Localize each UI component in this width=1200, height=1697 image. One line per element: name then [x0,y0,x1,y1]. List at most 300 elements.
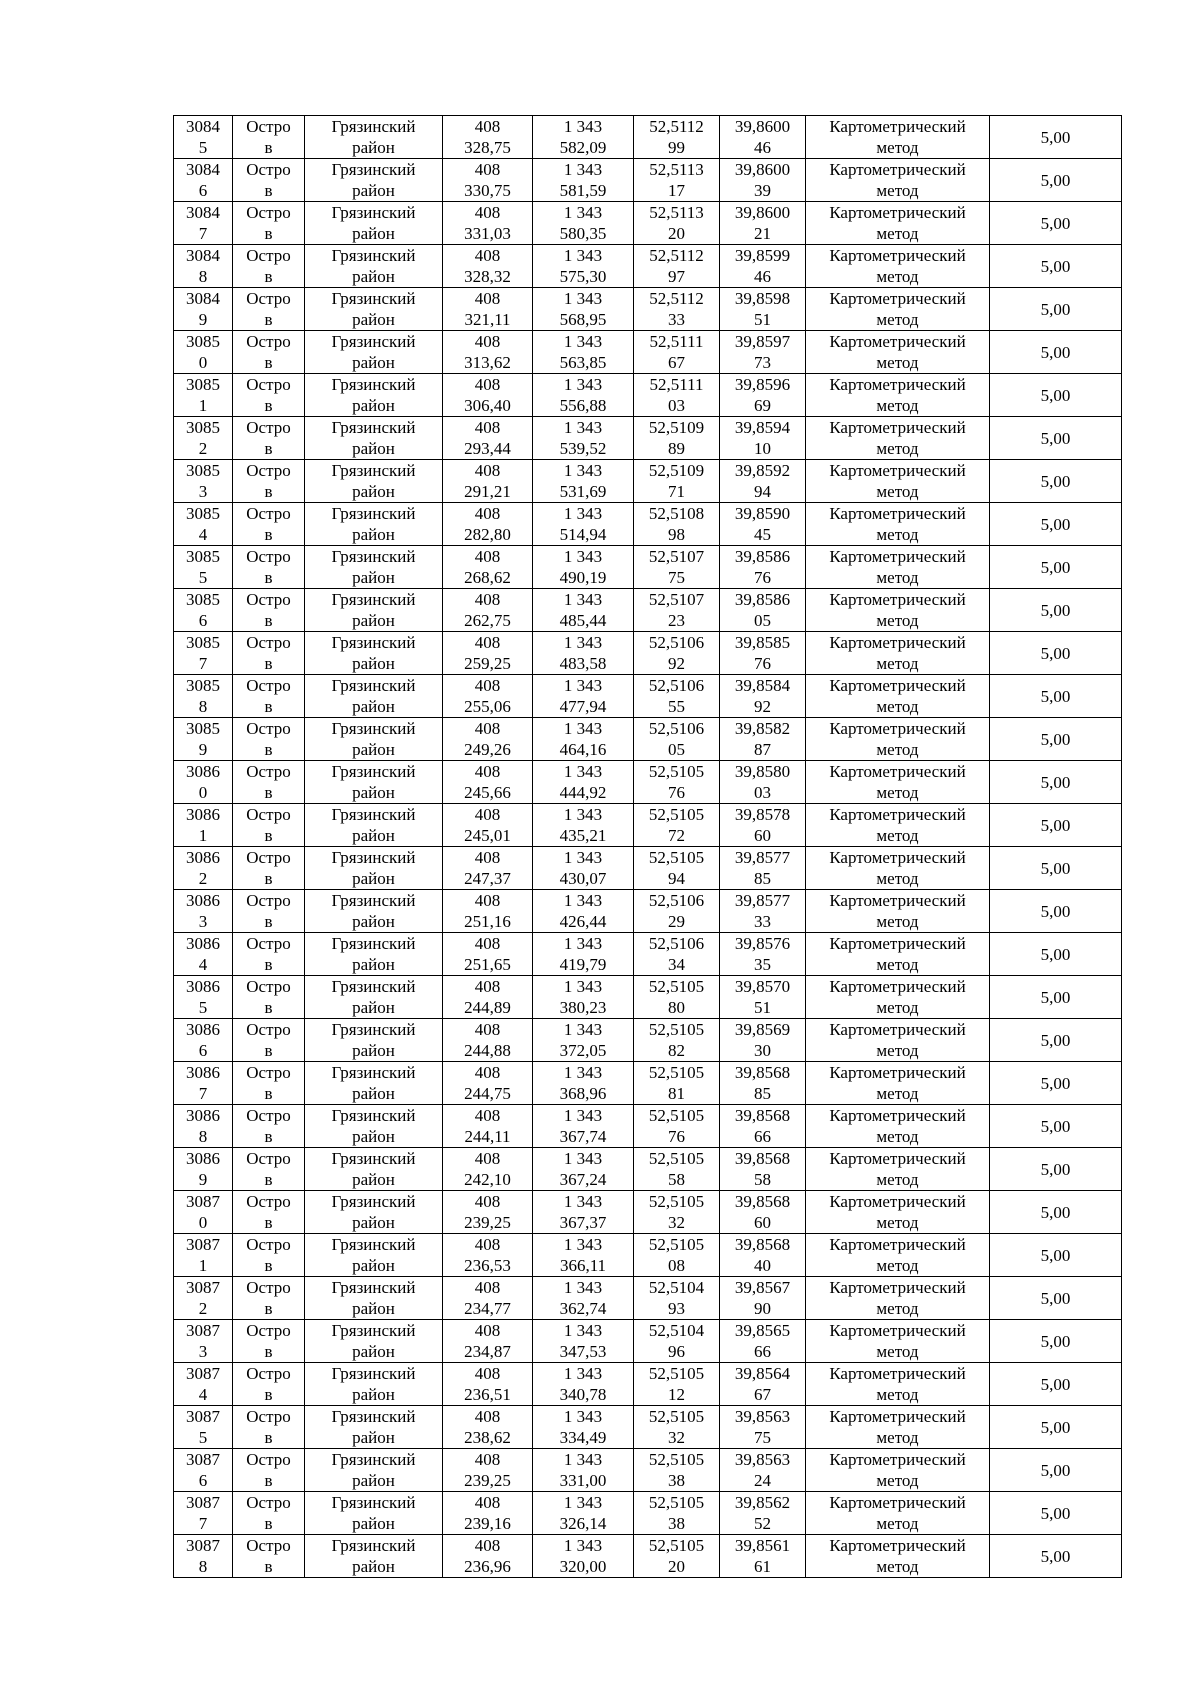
method-line-2: метод [876,482,919,501]
x-coordinate-line-1: 408 [474,375,501,394]
y-coordinate-cell [533,804,634,847]
latitude-line-1: 52,5105 [648,1192,705,1211]
latitude-cell [634,374,720,417]
method-cell [806,1148,990,1191]
longitude-cell [720,331,806,374]
y-coordinate-line-1: 1 343 [563,117,603,136]
x-coordinate-cell [443,1277,533,1320]
table-row [174,1492,1122,1535]
method-line-2: метод [876,525,919,544]
longitude-line-1: 39,8590 [734,504,791,523]
accuracy-cell: 5,00 [990,804,1122,847]
point-number-line-2: 0 [198,353,208,372]
longitude-cell [720,1105,806,1148]
x-coordinate-line-1: 408 [474,160,501,179]
object-type-cell [233,589,305,632]
point-number-line-1: 3086 [186,891,220,910]
latitude-line-1: 52,5111 [649,375,704,394]
y-coordinate-line-1: 1 343 [563,1536,603,1555]
y-coordinate-cell [533,890,634,933]
x-coordinate-line-2: 321,11 [464,310,511,329]
x-coordinate-cell [443,331,533,374]
point-number-line-1: 3086 [186,1149,220,1168]
x-coordinate-line-2: 251,65 [464,955,511,974]
longitude-cell [720,116,806,159]
latitude-line-2: 81 [668,1084,685,1103]
region-line-1: Грязинский [331,1235,416,1254]
longitude-line-2: 33 [754,912,771,931]
point-number-cell [174,804,233,847]
region-line-1: Грязинский [331,1149,416,1168]
method-cell [806,1277,990,1320]
x-coordinate-line-2: 330,75 [464,181,511,200]
point-number-cell [174,847,233,890]
longitude-line-2: 45 [754,525,771,544]
x-coordinate-line-1: 408 [474,676,501,695]
accuracy-cell: 5,00 [990,1019,1122,1062]
method-line-2: метод [876,1170,919,1189]
point-number-line-1: 3084 [186,117,220,136]
region-line-2: район [352,267,395,286]
longitude-cell [720,1492,806,1535]
latitude-cell [634,460,720,503]
table-row [174,288,1122,331]
latitude-cell [634,1105,720,1148]
longitude-line-2: 10 [754,439,771,458]
latitude-cell [634,1449,720,1492]
method-cell [806,1191,990,1234]
method-line-1: Картометрический [829,246,966,265]
accuracy-cell: 5,00 [990,546,1122,589]
latitude-cell [634,245,720,288]
point-number-line-1: 3084 [186,289,220,308]
accuracy-cell: 5,00 [990,245,1122,288]
method-line-2: метод [876,267,919,286]
region-cell [305,1406,443,1449]
x-coordinate-cell [443,804,533,847]
longitude-line-1: 39,8584 [734,676,791,695]
latitude-line-2: 67 [668,353,685,372]
longitude-cell [720,202,806,245]
x-coordinate-cell [443,589,533,632]
longitude-line-2: 58 [754,1170,771,1189]
longitude-cell [720,1449,806,1492]
method-line-2: метод [876,1471,919,1490]
longitude-line-1: 39,8568 [734,1063,791,1082]
region-line-1: Грязинский [331,289,416,308]
accuracy-cell: 5,00 [990,159,1122,202]
y-coordinate-cell [533,1535,634,1578]
accuracy-cell: 5,00 [990,1363,1122,1406]
region-line-1: Грязинский [331,461,416,480]
table-row [174,503,1122,546]
region-line-2: район [352,783,395,802]
point-number-cell [174,1105,233,1148]
point-number-line-2: 5 [198,568,208,587]
object-type-cell [233,1148,305,1191]
point-number-line-1: 3084 [186,160,220,179]
table-body [174,116,1122,1578]
object-type-line-1: Остро [246,1020,291,1039]
latitude-line-2: 32 [668,1428,685,1447]
method-line-2: метод [876,998,919,1017]
latitude-line-1: 52,5106 [648,891,705,910]
latitude-line-1: 52,5106 [648,676,705,695]
longitude-cell [720,632,806,675]
y-coordinate-line-1: 1 343 [563,848,603,867]
x-coordinate-line-2: 234,77 [464,1299,511,1318]
method-line-1: Картометрический [829,805,966,824]
y-coordinate-line-1: 1 343 [563,504,603,523]
x-coordinate-line-1: 408 [474,762,501,781]
accuracy-cell: 5,00 [990,1105,1122,1148]
method-cell [806,589,990,632]
x-coordinate-cell [443,675,533,718]
x-coordinate-line-1: 408 [474,1278,501,1297]
region-line-2: район [352,1428,395,1447]
latitude-line-2: 92 [668,654,685,673]
y-coordinate-line-2: 435,21 [559,826,607,845]
x-coordinate-line-1: 408 [474,332,501,351]
x-coordinate-cell [443,288,533,331]
y-coordinate-cell [533,159,634,202]
y-coordinate-line-1: 1 343 [563,1407,603,1426]
latitude-cell [634,159,720,202]
y-coordinate-line-2: 556,88 [559,396,607,415]
method-line-2: метод [876,1041,919,1060]
y-coordinate-cell [533,761,634,804]
object-type-cell [233,417,305,460]
x-coordinate-cell [443,1449,533,1492]
point-number-line-1: 3085 [186,633,220,652]
y-coordinate-cell [533,1062,634,1105]
x-coordinate-line-1: 408 [474,977,501,996]
region-line-1: Грязинский [331,1493,416,1512]
point-number-line-2: 8 [198,267,208,286]
object-type-cell [233,933,305,976]
y-coordinate-line-1: 1 343 [563,332,603,351]
object-type-line-2: в [264,353,273,372]
accuracy-cell: 5,00 [990,1449,1122,1492]
point-number-cell [174,976,233,1019]
longitude-cell [720,159,806,202]
region-cell [305,1148,443,1191]
latitude-line-1: 52,5105 [648,1235,705,1254]
x-coordinate-cell [443,890,533,933]
longitude-cell [720,804,806,847]
method-line-1: Картометрический [829,504,966,523]
x-coordinate-line-2: 244,11 [464,1127,511,1146]
point-number-line-1: 3085 [186,418,220,437]
point-number-line-2: 7 [198,1514,208,1533]
longitude-line-2: 85 [754,869,771,888]
longitude-line-1: 39,8568 [734,1106,791,1125]
y-coordinate-line-1: 1 343 [563,977,603,996]
longitude-line-1: 39,8580 [734,762,791,781]
x-coordinate-cell [443,245,533,288]
y-coordinate-line-2: 563,85 [559,353,607,372]
x-coordinate-line-2: 244,75 [464,1084,511,1103]
latitude-cell [634,1492,720,1535]
region-cell [305,1449,443,1492]
y-coordinate-cell [533,589,634,632]
method-line-1: Картометрический [829,633,966,652]
y-coordinate-cell [533,1406,634,1449]
table-row [174,632,1122,675]
region-line-2: район [352,998,395,1017]
table-row [174,933,1122,976]
longitude-cell [720,374,806,417]
y-coordinate-line-1: 1 343 [563,375,603,394]
y-coordinate-line-1: 1 343 [563,1063,603,1082]
x-coordinate-line-2: 293,44 [464,439,511,458]
longitude-line-1: 39,8568 [734,1235,791,1254]
point-number-cell [174,331,233,374]
latitude-cell [634,890,720,933]
longitude-line-1: 39,8577 [734,848,791,867]
x-coordinate-cell [443,1320,533,1363]
region-cell [305,245,443,288]
y-coordinate-cell [533,331,634,374]
longitude-line-1: 39,8598 [734,289,791,308]
accuracy-cell: 5,00 [990,1535,1122,1578]
object-type-line-2: в [264,1557,273,1576]
object-type-line-1: Остро [246,117,291,136]
region-line-1: Грязинский [331,1321,416,1340]
y-coordinate-cell [533,417,634,460]
point-number-line-2: 5 [198,998,208,1017]
longitude-line-1: 39,8569 [734,1020,791,1039]
longitude-line-1: 39,8578 [734,805,791,824]
object-type-cell [233,1105,305,1148]
point-number-cell [174,503,233,546]
method-cell [806,1105,990,1148]
region-line-2: район [352,568,395,587]
latitude-line-2: 23 [668,611,685,630]
y-coordinate-line-1: 1 343 [563,461,603,480]
point-number-line-1: 3087 [186,1321,220,1340]
x-coordinate-line-1: 408 [474,117,501,136]
y-coordinate-cell [533,1234,634,1277]
method-line-2: метод [876,697,919,716]
longitude-cell [720,589,806,632]
x-coordinate-line-1: 408 [474,848,501,867]
table-row [174,546,1122,589]
x-coordinate-line-1: 408 [474,504,501,523]
latitude-line-2: 93 [668,1299,685,1318]
longitude-line-1: 39,8600 [734,203,791,222]
x-coordinate-line-1: 408 [474,633,501,652]
latitude-line-1: 52,5108 [648,504,705,523]
table-row [174,116,1122,159]
point-number-line-1: 3087 [186,1192,220,1211]
point-number-line-1: 3086 [186,848,220,867]
method-line-1: Картометрический [829,418,966,437]
y-coordinate-line-2: 326,14 [559,1514,607,1533]
accuracy-cell: 5,00 [990,675,1122,718]
method-line-1: Картометрический [829,1493,966,1512]
y-coordinate-cell [533,933,634,976]
longitude-line-1: 39,8563 [734,1407,791,1426]
latitude-line-1: 52,5105 [648,1149,705,1168]
object-type-cell [233,245,305,288]
method-line-2: метод [876,1127,919,1146]
x-coordinate-line-1: 408 [474,461,501,480]
latitude-line-1: 52,5105 [648,1106,705,1125]
object-type-cell [233,202,305,245]
object-type-cell [233,1492,305,1535]
point-number-cell [174,1535,233,1578]
latitude-line-1: 52,5105 [648,1407,705,1426]
x-coordinate-cell [443,202,533,245]
x-coordinate-line-2: 313,62 [464,353,511,372]
y-coordinate-line-1: 1 343 [563,805,603,824]
method-cell [806,1320,990,1363]
latitude-line-2: 99 [668,138,685,157]
object-type-line-2: в [264,611,273,630]
x-coordinate-line-1: 408 [474,1063,501,1082]
object-type-line-2: в [264,654,273,673]
latitude-cell [634,761,720,804]
region-line-1: Грязинский [331,719,416,738]
point-number-cell [174,890,233,933]
longitude-line-1: 39,8600 [734,160,791,179]
method-line-2: метод [876,138,919,157]
x-coordinate-cell [443,1535,533,1578]
point-number-cell [174,1449,233,1492]
longitude-line-1: 39,8585 [734,633,791,652]
x-coordinate-cell [443,503,533,546]
region-line-2: район [352,181,395,200]
latitude-line-1: 52,5112 [649,246,704,265]
region-line-1: Грязинский [331,762,416,781]
method-line-1: Картометрический [829,375,966,394]
y-coordinate-cell [533,503,634,546]
y-coordinate-line-1: 1 343 [563,1020,603,1039]
point-number-cell [174,718,233,761]
latitude-cell [634,847,720,890]
x-coordinate-line-1: 408 [474,805,501,824]
point-number-cell [174,1019,233,1062]
object-type-line-2: в [264,1514,273,1533]
region-line-2: район [352,224,395,243]
object-type-line-1: Остро [246,1493,291,1512]
method-cell [806,1406,990,1449]
x-coordinate-line-2: 239,25 [464,1471,511,1490]
region-cell [305,1105,443,1148]
x-coordinate-line-2: 244,88 [464,1041,511,1060]
object-type-line-2: в [264,1428,273,1447]
x-coordinate-line-2: 245,66 [464,783,511,802]
region-line-2: район [352,869,395,888]
y-coordinate-line-2: 490,19 [559,568,607,587]
longitude-line-2: 76 [754,654,771,673]
latitude-line-2: 17 [668,181,685,200]
coordinates-table [173,115,1122,1578]
object-type-cell [233,632,305,675]
object-type-cell [233,804,305,847]
region-line-1: Грязинский [331,633,416,652]
object-type-line-2: в [264,1213,273,1232]
x-coordinate-cell [443,1105,533,1148]
y-coordinate-cell [533,1449,634,1492]
object-type-line-1: Остро [246,1235,291,1254]
accuracy-cell: 5,00 [990,1148,1122,1191]
latitude-line-1: 52,5105 [648,1020,705,1039]
point-number-line-2: 0 [198,1213,208,1232]
object-type-line-1: Остро [246,332,291,351]
method-line-1: Картометрический [829,1450,966,1469]
x-coordinate-line-2: 234,87 [464,1342,511,1361]
region-line-2: район [352,1299,395,1318]
object-type-line-1: Остро [246,633,291,652]
latitude-line-2: 58 [668,1170,685,1189]
object-type-cell [233,675,305,718]
object-type-line-2: в [264,482,273,501]
point-number-line-2: 9 [198,1170,208,1189]
y-coordinate-line-1: 1 343 [563,676,603,695]
object-type-line-1: Остро [246,1321,291,1340]
region-cell [305,202,443,245]
longitude-line-2: 76 [754,568,771,587]
y-coordinate-line-2: 426,44 [559,912,607,931]
point-number-cell [174,159,233,202]
region-cell [305,1492,443,1535]
x-coordinate-line-2: 236,51 [464,1385,511,1404]
y-coordinate-cell [533,1492,634,1535]
y-coordinate-line-2: 464,16 [559,740,607,759]
method-line-1: Картометрический [829,848,966,867]
y-coordinate-cell [533,718,634,761]
longitude-cell [720,1320,806,1363]
y-coordinate-line-2: 430,07 [559,869,607,888]
longitude-line-2: 52 [754,1514,771,1533]
point-number-line-1: 3085 [186,719,220,738]
longitude-line-1: 39,8600 [734,117,791,136]
object-type-cell [233,546,305,589]
object-type-line-1: Остро [246,289,291,308]
latitude-line-2: 72 [668,826,685,845]
table-row [174,847,1122,890]
point-number-line-2: 5 [198,1428,208,1447]
latitude-cell [634,546,720,589]
y-coordinate-cell [533,288,634,331]
point-number-line-1: 3085 [186,375,220,394]
latitude-line-2: 33 [668,310,685,329]
latitude-cell [634,331,720,374]
longitude-line-2: 67 [754,1385,771,1404]
region-line-1: Грязинский [331,1192,416,1211]
longitude-cell [720,503,806,546]
region-line-1: Грязинский [331,1278,416,1297]
latitude-cell [634,1277,720,1320]
region-line-1: Грязинский [331,117,416,136]
longitude-cell [720,761,806,804]
latitude-line-2: 82 [668,1041,685,1060]
x-coordinate-cell [443,718,533,761]
object-type-line-2: в [264,181,273,200]
longitude-line-1: 39,8562 [734,1493,791,1512]
object-type-line-1: Остро [246,203,291,222]
y-coordinate-line-2: 331,00 [559,1471,607,1490]
point-number-line-2: 7 [198,224,208,243]
table-row [174,1234,1122,1277]
longitude-line-2: 30 [754,1041,771,1060]
latitude-line-2: 71 [668,482,685,501]
method-line-1: Картометрический [829,1020,966,1039]
method-line-2: метод [876,353,919,372]
accuracy-cell: 5,00 [990,718,1122,761]
